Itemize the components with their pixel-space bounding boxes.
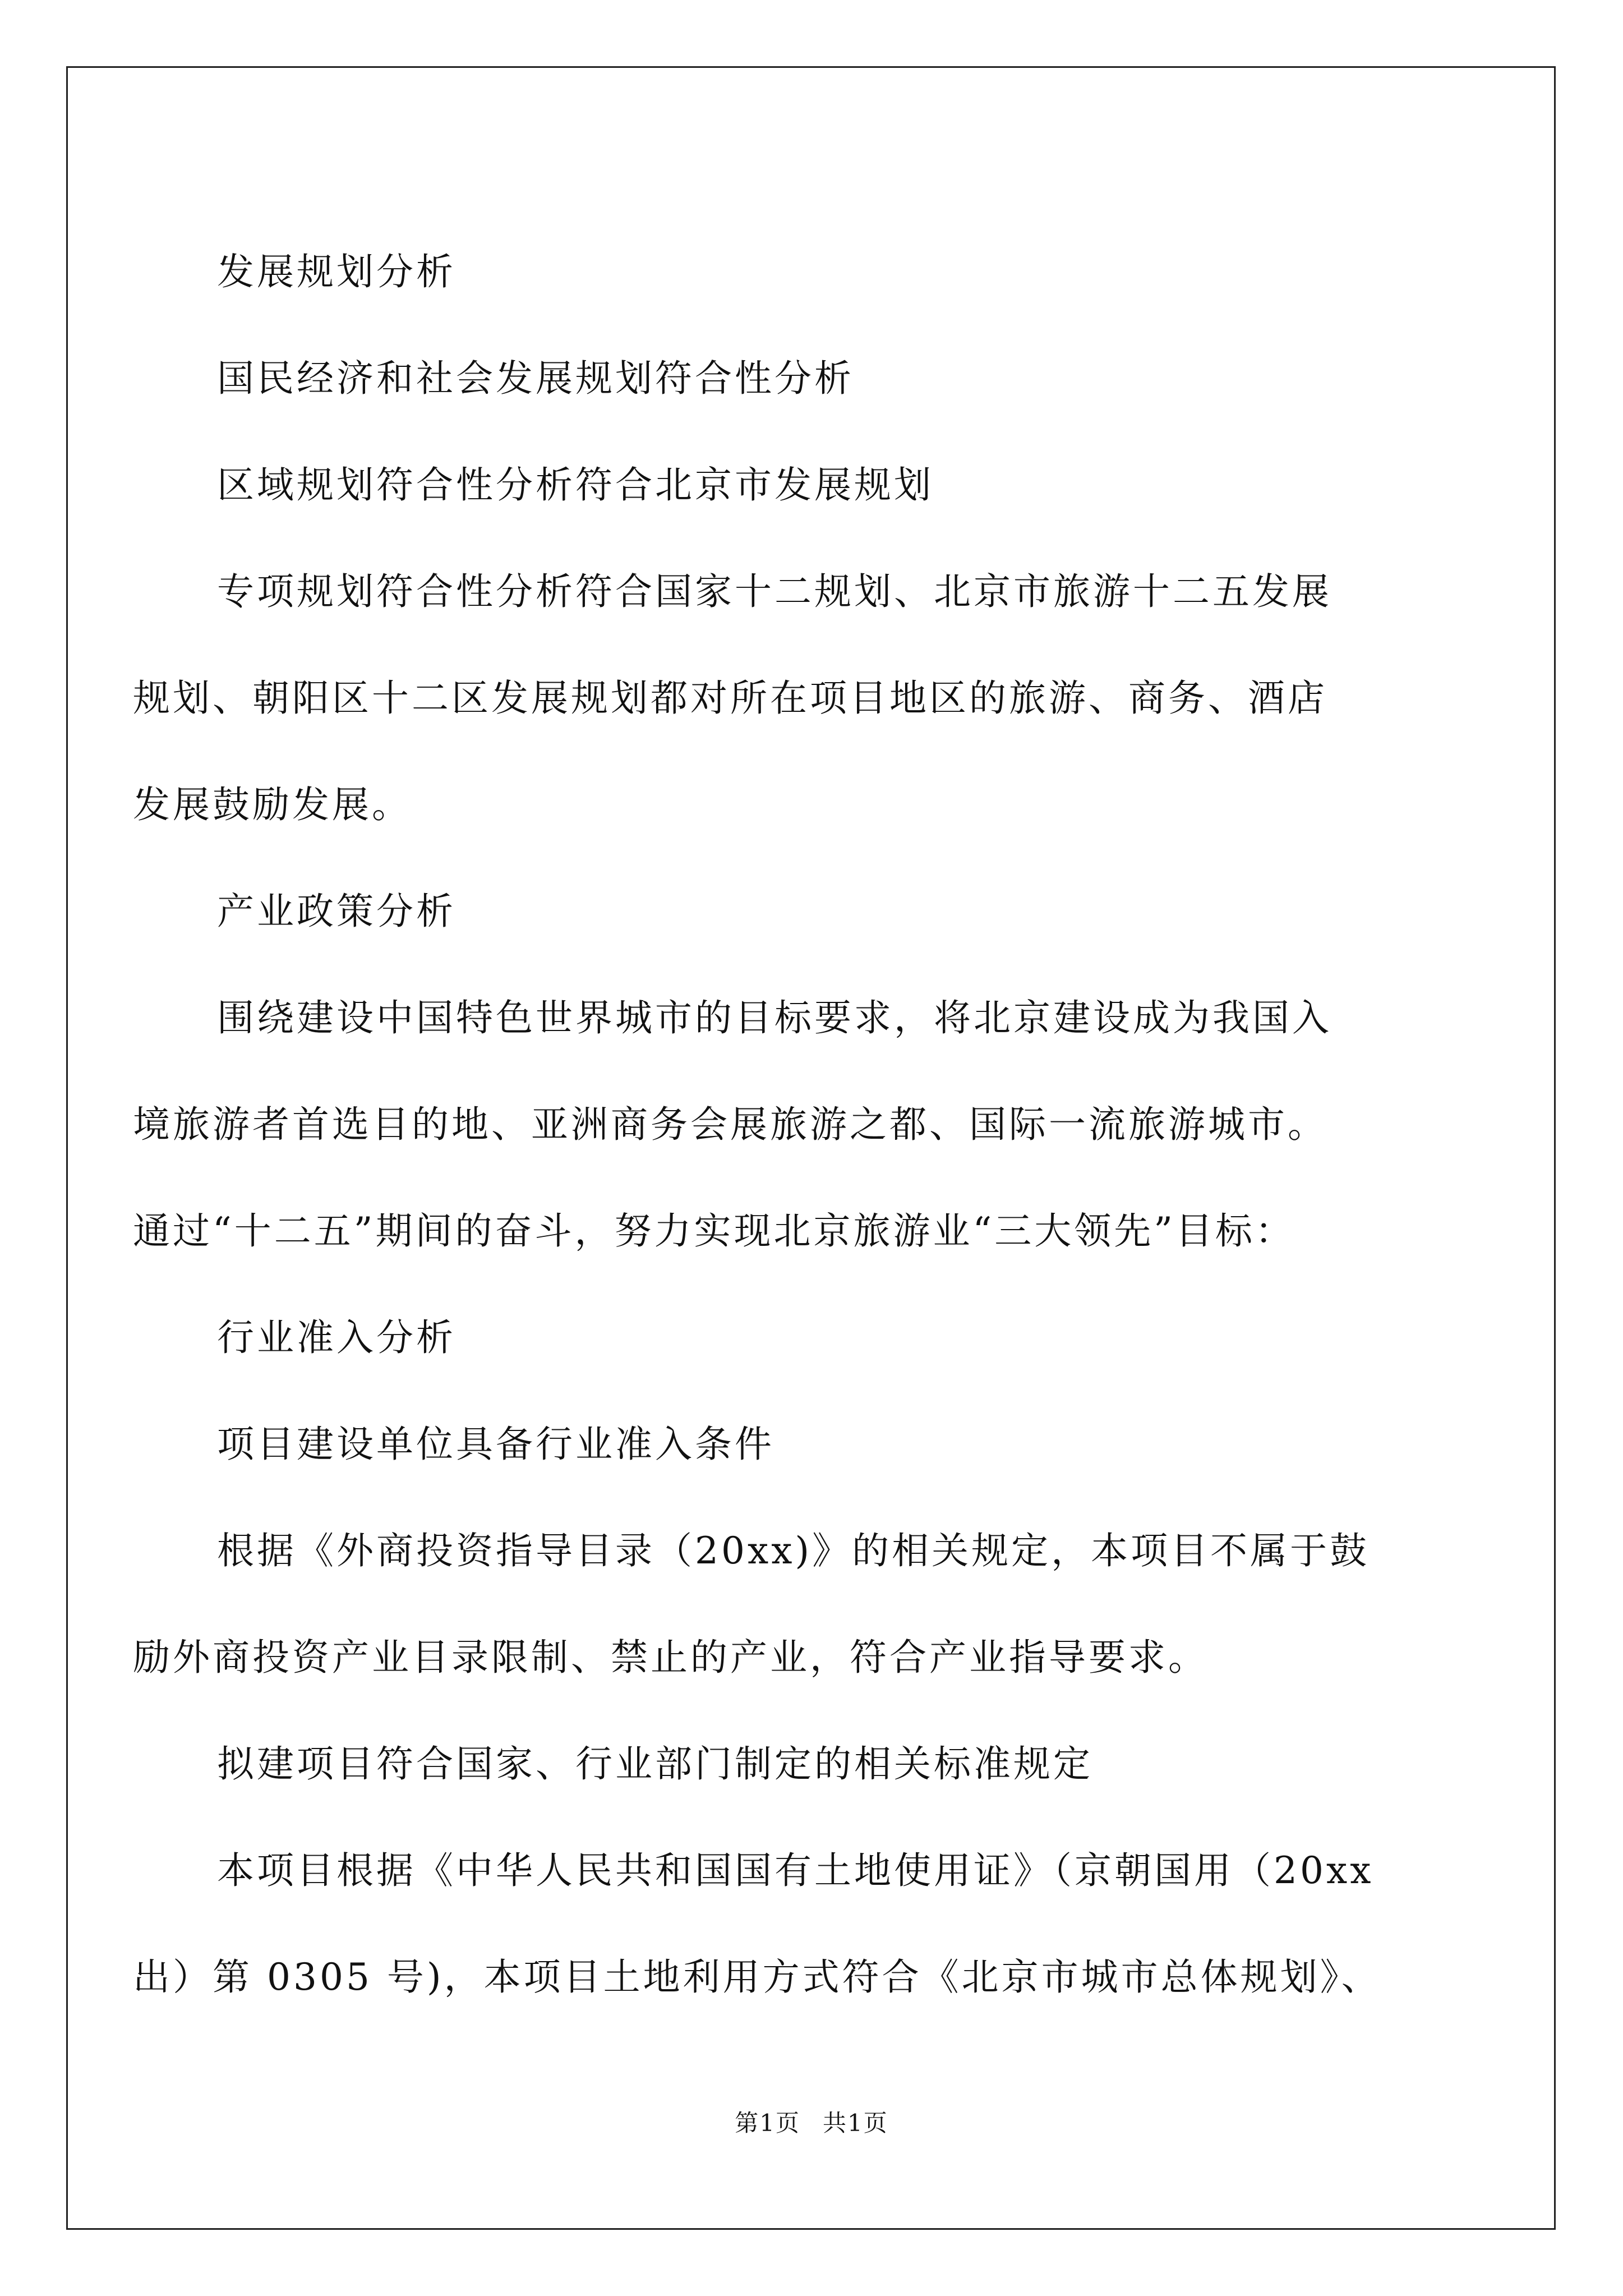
text-line: 通过“十二五”期间的奋斗，努力实现北京旅游业“三大领先”目标：: [133, 1209, 1295, 1253]
page-number: 第1页: [735, 2109, 800, 2137]
document-body: [133, 219, 1423, 2031]
text-line: 励外商投资产业目录限制、禁止的产业，符合产业指导要求。: [133, 1636, 1208, 1679]
text-line: 本项目根据《中华人民共和国国有土地使用证》（京朝国用（20xx: [217, 1849, 1374, 1892]
text-line: 区域规划符合性分析符合北京市发展规划: [217, 463, 934, 507]
text-line: 根据《外商投资指导目录（20xx)》的相关规定，本项目不属于鼓: [217, 1529, 1370, 1572]
text-line: 出）第 0305 号)，本项目土地利用方式符合《北京市城市总体规划》、: [133, 1955, 1381, 1999]
text-line: 国民经济和社会发展规划符合性分析: [217, 357, 854, 400]
text-line: 发展鼓励发展。: [133, 783, 412, 826]
text-line: 围绕建设中国特色世界城市的目标要求，将北京建设成为我国入: [217, 996, 1332, 1039]
page-total: 共1页: [823, 2109, 888, 2137]
text-line: 规划、朝阳区十二区发展规划都对所在项目地区的旅游、商务、酒店: [133, 677, 1327, 720]
text-line: 境旅游者首选目的地、亚洲商务会展旅游之都、国际一流旅游城市。: [133, 1103, 1327, 1146]
text-line: 拟建项目符合国家、行业部门制定的相关标准规定: [217, 1742, 1093, 1786]
page-footer: [0, 2105, 1623, 2138]
text-line: 专项规划符合性分析符合国家十二规划、北京市旅游十二五发展: [217, 570, 1332, 613]
text-line: 发展规划分析: [217, 250, 456, 293]
text-line: 行业准入分析: [217, 1316, 456, 1359]
text-line: 项目建设单位具备行业准入条件: [217, 1423, 774, 1466]
text-line: 产业政策分析: [217, 890, 456, 933]
